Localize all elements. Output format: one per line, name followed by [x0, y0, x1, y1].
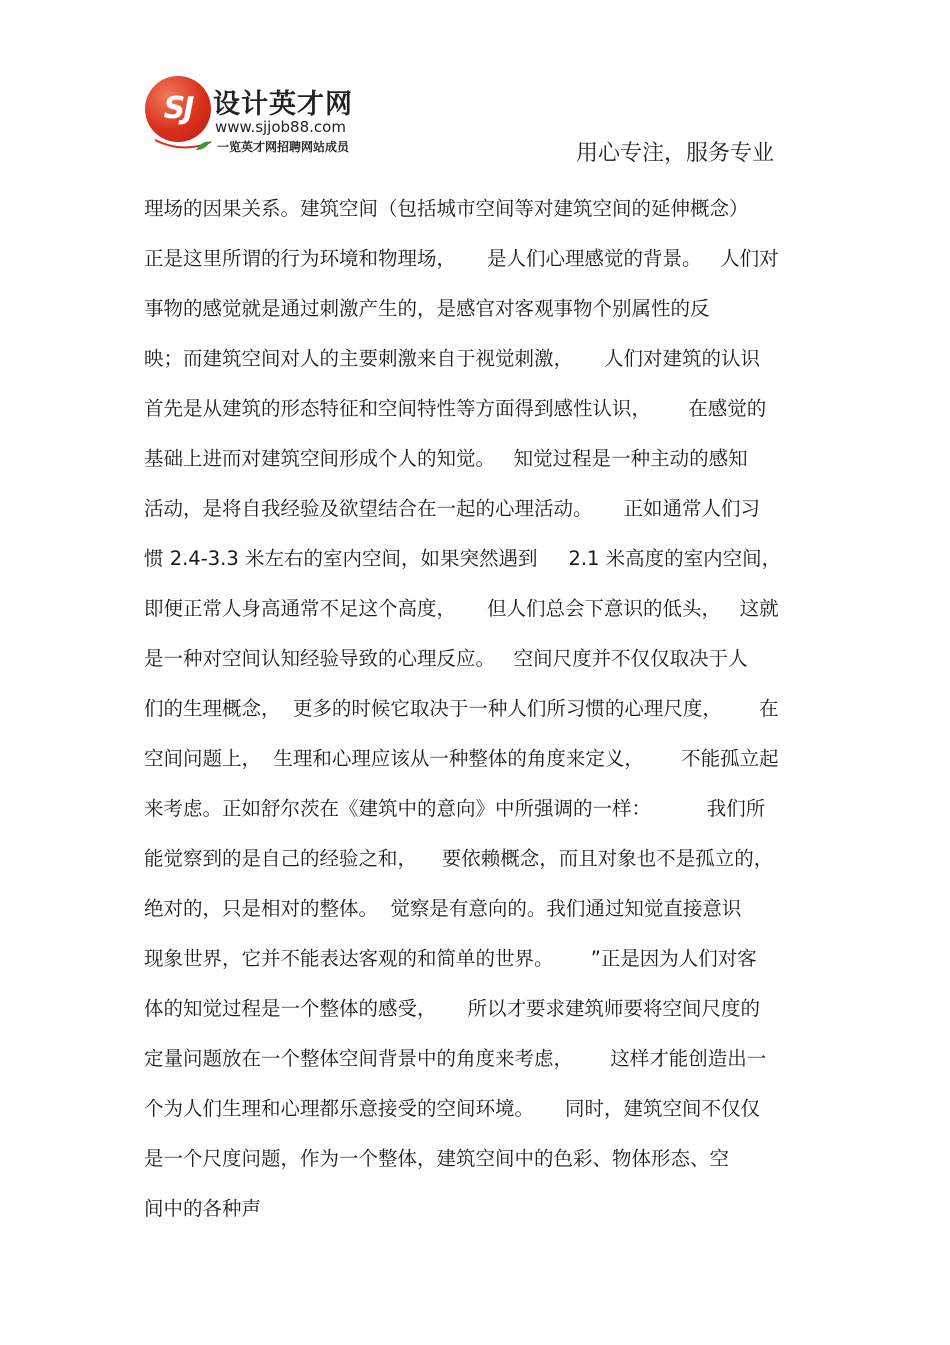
text-line: 事物的感觉就是通过刺激产生的，是感官对客观事物个别属性的反: [144, 297, 710, 320]
text-line: 是一个尺度问题，作为一个整体，建筑空间中的色彩、物体形态、空: [144, 1147, 730, 1170]
text-line: 映；而建筑空间对人的主要刺激来自于视觉刺激， 人们对建筑的认识: [144, 347, 760, 370]
header-slogan: 用心专注，服务专业: [576, 141, 775, 166]
text-line: 绝对的，只是相对的整体。 觉察是有意向的。我们通过知觉直接意识: [144, 897, 742, 920]
text-line: 理场的因果关系。建筑空间（包括城市空间等对建筑空间的延伸概念）: [144, 197, 749, 220]
text-line: 即便正常人身高通常不足这个高度， 但人们总会下意识的低头， 这就: [144, 597, 779, 620]
text-line: 首先是从建筑的形态特征和空间特性等方面得到感性认识， 在感觉的: [144, 397, 767, 420]
logo-url: www.sjjob88.com: [215, 118, 346, 136]
logo-subtitle: 一览英才网招聘网站成员: [217, 140, 350, 154]
text-line: 间中的各种声: [144, 1197, 262, 1220]
text-line: 是一种对空间认知经验导致的心理反应。 空间尺度并不仅仅取决于人: [144, 647, 748, 670]
text-line: 们的生理概念， 更多的时候它取决于一种人们所习惯的心理尺度， 在: [144, 697, 779, 720]
logo-site-name: 设计英才网: [213, 89, 353, 120]
text-line: 基础上进而对建筑空间形成个人的知觉。 知觉过程是一种主动的感知: [144, 447, 748, 470]
text-line: 能觉察到的是自己的经验之和， 要依赖概念，而且对象也不是孤立的，: [144, 847, 774, 870]
text-line: 现象世界，它并不能表达客观的和简单的世界。 ”正是因为人们对客: [144, 947, 757, 970]
text-line: 惯 2.4-3.3 米左右的室内空间，如果突然遇到 2.1 米高度的室内空间，: [144, 547, 782, 570]
text-line: 正是这里所谓的行为环境和物理场， 是人们心理感觉的背景。 人们对: [144, 247, 779, 270]
text-line: 活动，是将自我经验及欲望结合在一起的心理活动。 正如通常人们习: [144, 497, 760, 520]
logo-leaf-icon: [195, 140, 211, 152]
text-line: 定量问题放在一个整体空间背景中的角度来考虑， 这样才能创造出一: [144, 1047, 767, 1070]
document-body: [144, 190, 814, 1240]
text-line: 空间问题上， 生理和心理应该从一种整体的角度来定义， 不能孤立起: [144, 747, 779, 770]
text-line: 来考虑。正如舒尔茨在《建筑中的意向》中所强调的一样： 我们所: [144, 797, 766, 820]
logo-badge-text: SJ: [163, 91, 193, 126]
text-line: 体的知觉过程是一个整体的感受， 所以才要求建筑师要将空间尺度的: [144, 997, 760, 1020]
site-logo[interactable]: [145, 76, 395, 162]
text-line: 个为人们生理和心理都乐意接受的空间环境。 同时，建筑空间不仅仅: [144, 1097, 760, 1120]
